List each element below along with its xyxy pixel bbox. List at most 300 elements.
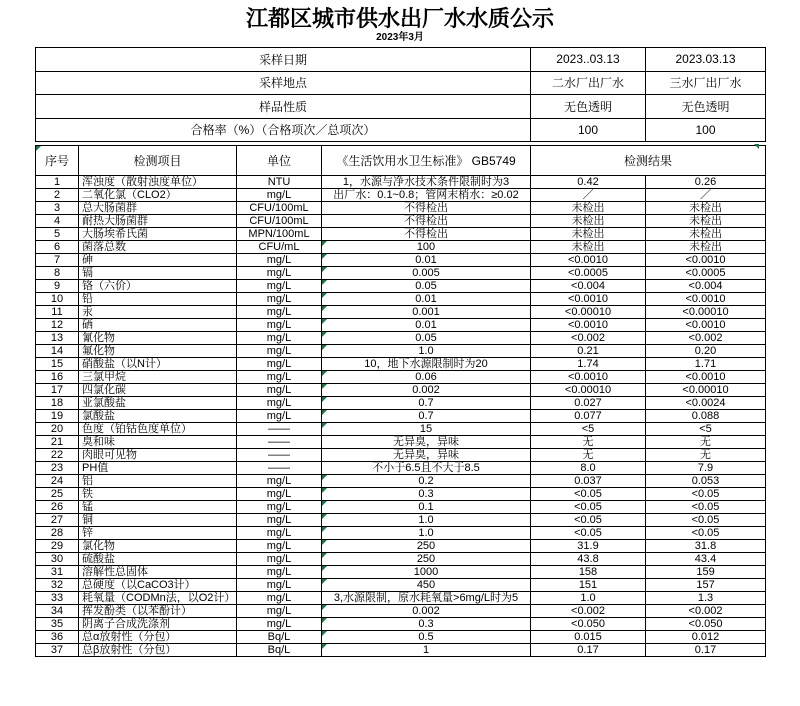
item-name-text: 硝酸盐（以N计） [82,358,167,371]
unit-text: mg/L [266,358,292,371]
result-plant2-text: 0.037 [574,475,602,488]
standard-limit [322,254,531,267]
item-name-text: 总大肠菌群 [82,202,137,215]
result-plant2-text: <0.0010 [567,293,609,306]
row-number-text: 37 [50,644,64,657]
unit [237,384,322,397]
unit [237,605,322,618]
row-number [36,449,79,462]
error-marker-icon [322,553,327,558]
item-name-text: 总α放射性（分包） [82,631,177,644]
col-header-unit-label: 单位 [266,154,291,169]
row-number-text: 22 [50,449,64,462]
error-marker-icon [322,566,327,571]
item-name-text: 镉 [82,267,93,280]
row-number [36,605,79,618]
item-name [79,566,237,579]
summary-row [36,118,766,142]
col-header-unit [237,146,322,176]
item-name-text: 耗氧量（CODMn法，以O2计） [82,592,236,605]
result-plant3 [646,176,766,189]
result-plant2-text: <0.00010 [564,384,612,397]
unit [237,241,322,254]
unit-text: CFU/100mL [249,215,309,228]
item-name [79,176,237,189]
item-name-text: 色度（铂钴色度单位） [82,423,192,436]
unit-text: mg/L [266,267,292,280]
row-number-text: 20 [50,423,64,436]
unit-text: CFU/100mL [249,202,309,215]
item-name [79,202,237,215]
unit [237,566,322,579]
result-plant2-text: <0.05 [574,488,602,501]
table-row [36,462,766,475]
result-plant2-text: 0.015 [574,631,602,644]
result-plant2-text: 0.21 [577,345,599,358]
error-marker-icon [322,280,327,285]
error-marker-icon [322,345,327,350]
unit [237,501,322,514]
table-row [36,488,766,501]
standard-limit-text: 100 [416,241,436,254]
result-plant2 [531,618,646,631]
row-number [36,189,79,202]
unit-text: —— [268,462,290,475]
table-row [36,397,766,410]
summary-value-plant2 [531,118,646,142]
standard-limit [322,540,531,553]
result-plant2-text: <0.0010 [567,254,609,267]
result-plant3 [646,488,766,501]
result-plant2-text: 8.0 [580,462,596,475]
standard-limit-text: 1.0 [418,345,434,358]
result-plant3-text: 0.26 [694,176,717,189]
result-plant3 [646,358,766,371]
result-plant2 [531,410,646,423]
item-name [79,462,237,475]
table-row [36,566,766,579]
unit [237,579,322,592]
table-row [36,436,766,449]
unit-text: mg/L [266,501,292,514]
unit [237,488,322,501]
standard-limit-text: 0.01 [415,319,437,332]
error-marker-icon [322,618,327,623]
item-name-text: PH值 [82,462,109,475]
table-row [36,540,766,553]
row-number [36,397,79,410]
result-plant2-text: <0.05 [574,514,602,527]
summary-label [36,48,531,72]
unit-text: mg/L [266,410,292,423]
result-plant2-text: 未检出 [571,215,605,228]
item-name-text: 氰化物 [82,332,115,345]
row-number-text: 12 [50,319,64,332]
item-name-text: 铜 [82,514,93,527]
row-number-text: 1 [53,176,61,189]
result-plant2 [531,332,646,345]
standard-limit-text: 10，地下水源限制时为20 [364,358,488,371]
result-plant3-text: <0.0010 [685,319,726,332]
standard-limit [322,228,531,241]
result-plant3-text: <0.00010 [682,306,729,319]
table-row [36,332,766,345]
error-marker-icon [36,146,41,151]
standard-limit-text: 1000 [413,566,439,579]
table-row [36,449,766,462]
unit [237,215,322,228]
standard-limit-text: 1 [422,644,430,657]
unit-text: mg/L [266,384,292,397]
row-number-text: 30 [50,553,64,566]
result-plant3 [646,514,766,527]
standard-limit [322,488,531,501]
unit [237,449,322,462]
table-row [36,371,766,384]
result-plant2-text: 0.027 [574,397,602,410]
item-name [79,579,237,592]
item-name-text: 臭和味 [82,436,115,449]
result-plant2 [531,228,646,241]
result-plant3-text: 157 [696,579,715,592]
error-marker-icon [322,579,327,584]
standard-limit-text: 不得检出 [404,202,448,215]
standard-limit-text: 250 [416,540,436,553]
item-name [79,254,237,267]
result-plant3-text: <0.0005 [685,267,726,280]
result-plant3 [646,306,766,319]
summary-label-text: 样品性质 [258,99,307,114]
error-marker-icon [322,306,327,311]
result-plant2-text: 无 [582,449,594,462]
result-plant2 [531,241,646,254]
error-marker-icon [322,397,327,402]
table-row [36,592,766,605]
result-plant3-text: <0.0010 [685,254,726,267]
result-plant2-text: 1.74 [577,358,599,371]
unit [237,475,322,488]
unit [237,631,322,644]
unit [237,410,322,423]
item-name-text: 浑浊度（散射浊度单位） [82,176,203,189]
result-plant3-text: <0.05 [691,488,720,501]
item-name [79,332,237,345]
standard-limit [322,527,531,540]
result-plant2 [531,358,646,371]
summary-label-text: 合格率（%）（合格项次／总项次） [190,123,376,138]
row-number [36,475,79,488]
result-plant3 [646,345,766,358]
row-number [36,423,79,436]
result-plant2 [531,384,646,397]
result-plant3 [646,397,766,410]
row-number [36,618,79,631]
unit-text: mg/L [266,514,292,527]
table-row [36,202,766,215]
result-plant3-text: ／ [700,189,711,202]
result-plant3-text: 未检出 [689,241,722,254]
item-name-text: 三氯甲烷 [82,371,126,384]
result-plant2-text: <5 [581,423,595,436]
result-plant2 [531,644,646,657]
summary-value-plant2-text: 2023..03.13 [556,52,620,67]
row-number [36,241,79,254]
unit-text: mg/L [266,254,292,267]
col-header-result [531,146,766,176]
unit-text: Bq/L [267,644,291,657]
result-plant3 [646,475,766,488]
summary-value-plant2 [531,71,646,95]
unit [237,644,322,657]
item-name [79,436,237,449]
row-number-text: 26 [50,501,64,514]
item-name-text: 亚氯酸盐 [82,397,126,410]
result-plant2 [531,254,646,267]
result-plant2 [531,306,646,319]
unit-text: mg/L [266,566,292,579]
row-number-text: 11 [51,306,63,319]
row-number [36,410,79,423]
item-name-text: 锰 [82,501,93,514]
item-name-text: 铁 [82,488,93,501]
result-plant2-text: <0.05 [574,527,602,540]
error-marker-icon [754,144,759,149]
result-plant2 [531,371,646,384]
item-name-text: 阴离子合成洗涤剂 [82,618,170,631]
item-name [79,527,237,540]
result-plant2 [531,631,646,644]
table-row [36,384,766,397]
result-plant2-text: 43.8 [577,553,599,566]
table-row [36,605,766,618]
item-name [79,228,237,241]
error-marker-icon [322,605,327,610]
standard-limit-text: 0.01 [415,293,437,306]
result-plant3 [646,189,766,202]
result-plant3 [646,228,766,241]
item-name-text: 氟化物 [82,345,115,358]
standard-limit-text: 0.05 [415,332,437,345]
row-number-text: 31 [50,566,64,579]
standard-limit-text: 0.2 [418,475,434,488]
result-plant3 [646,540,766,553]
result-plant3 [646,241,766,254]
error-marker-icon [322,332,327,337]
result-plant3 [646,254,766,267]
unit [237,540,322,553]
table-row [36,293,766,306]
standard-limit-text: 0.005 [412,267,440,280]
result-plant2 [531,397,646,410]
error-marker-icon [322,540,327,545]
item-name-text: 大肠埃希氏菌 [82,228,148,241]
unit-text: mg/L [266,189,292,202]
col-header-result-label: 检测结果 [624,154,673,169]
standard-limit-text: 0.7 [418,397,434,410]
row-number-text: 21 [50,436,64,449]
item-name-text: 锌 [82,527,93,540]
unit [237,319,322,332]
result-plant3 [646,566,766,579]
error-marker-icon [322,319,327,324]
item-name-text: 二氧化氯（CLO2） [82,189,177,202]
item-name [79,423,237,436]
result-plant3 [646,371,766,384]
error-marker-icon [322,293,327,298]
result-plant2 [531,553,646,566]
standard-limit-text: 450 [416,579,436,592]
item-name-text: 砷 [82,254,93,267]
item-name [79,280,237,293]
result-plant2-text: 0.077 [574,410,602,423]
result-plant3-text: 0.053 [691,475,720,488]
result-plant3 [646,202,766,215]
item-name-text: 铬（六价） [82,280,137,293]
row-number [36,488,79,501]
standard-limit [322,436,531,449]
result-plant2-text: ／ [582,189,594,202]
result-plant3-text: 0.20 [694,345,717,358]
table-row [36,254,766,267]
row-number [36,306,79,319]
result-plant3-text: <0.05 [691,514,720,527]
standard-limit-text: 250 [416,553,436,566]
item-name [79,618,237,631]
table-row [36,410,766,423]
result-plant3 [646,280,766,293]
result-plant3 [646,462,766,475]
result-plant2 [531,423,646,436]
standard-limit [322,592,531,605]
error-marker-icon [322,501,327,506]
error-marker-icon [322,488,327,493]
unit-text: mg/L [266,592,292,605]
table-row [36,579,766,592]
item-name-text: 四氯化碳 [82,384,126,397]
table-row [36,280,766,293]
col-header-no [36,146,79,176]
summary-value-plant3 [646,118,766,142]
row-number-text: 10 [50,293,64,306]
standard-limit [322,189,531,202]
item-name [79,371,237,384]
item-name [79,644,237,657]
result-plant2 [531,488,646,501]
item-name [79,501,237,514]
unit [237,618,322,631]
result-plant2-text: 0.42 [577,176,599,189]
row-number-text: 28 [50,527,64,540]
unit [237,176,322,189]
error-marker-icon [322,631,327,636]
result-plant3-text: 0.012 [691,631,720,644]
standard-limit-text: 0.01 [415,254,437,267]
result-plant3-text: 未检出 [689,228,722,241]
error-marker-icon [322,384,327,389]
result-plant2 [531,527,646,540]
result-plant2-text: 158 [578,566,598,579]
row-number-text: 32 [50,579,64,592]
result-plant2 [531,579,646,592]
result-plant2 [531,436,646,449]
item-name-text: 肉眼可见物 [82,449,137,462]
row-number [36,436,79,449]
col-header-item [79,146,237,176]
unit [237,306,322,319]
unit-text: MPN/100mL [248,228,310,241]
table-row [36,618,766,631]
unit [237,345,322,358]
item-name [79,605,237,618]
row-number [36,553,79,566]
item-name [79,267,237,280]
standard-limit-text: 无异臭，异味 [393,449,459,462]
item-name-text: 铅 [82,293,93,306]
standard-limit-text: 0.002 [412,384,440,397]
standard-limit-text: 15 [419,423,433,436]
result-plant2-text: <0.0005 [567,267,609,280]
row-number [36,371,79,384]
result-plant2 [531,189,646,202]
item-name-text: 铝 [82,475,93,488]
summary-value-plant2 [531,48,646,72]
result-plant3 [646,605,766,618]
standard-limit [322,371,531,384]
item-name [79,319,237,332]
page-title: 江都区城市供水出厂水水质公示 [245,6,554,31]
result-plant3 [646,644,766,657]
table-row [36,475,766,488]
result-plant2 [531,280,646,293]
result-plant2-text: 0.17 [577,644,599,657]
standard-limit-text: 0.3 [418,618,434,631]
standard-limit [322,306,531,319]
error-marker-icon [322,527,327,532]
row-number [36,228,79,241]
table-row [36,228,766,241]
standard-limit [322,631,531,644]
standard-limit [322,644,531,657]
error-marker-icon [322,423,327,428]
row-number [36,280,79,293]
standard-limit-text: 1.0 [418,514,434,527]
table-row [36,358,766,371]
item-name-text: 硒 [82,319,93,332]
result-plant3 [646,423,766,436]
summary-label [36,71,531,95]
result-plant2-text: 1.0 [580,592,596,605]
row-number [36,254,79,267]
unit [237,423,322,436]
row-number [36,332,79,345]
row-number-text: 27 [50,514,64,527]
result-plant2 [531,319,646,332]
standard-limit [322,267,531,280]
summary-value-plant3 [646,71,766,95]
result-plant3-text: 7.9 [697,462,714,475]
table-row [36,241,766,254]
row-number-text: 9 [53,280,61,293]
row-number [36,293,79,306]
unit-text: mg/L [266,540,292,553]
result-plant3-text: 无 [700,436,711,449]
standard-limit [322,449,531,462]
row-number [36,592,79,605]
standard-limit-text: 0.002 [412,605,440,618]
standard-limit [322,280,531,293]
col-header-item-label: 检测项目 [133,154,182,169]
result-plant3 [646,332,766,345]
